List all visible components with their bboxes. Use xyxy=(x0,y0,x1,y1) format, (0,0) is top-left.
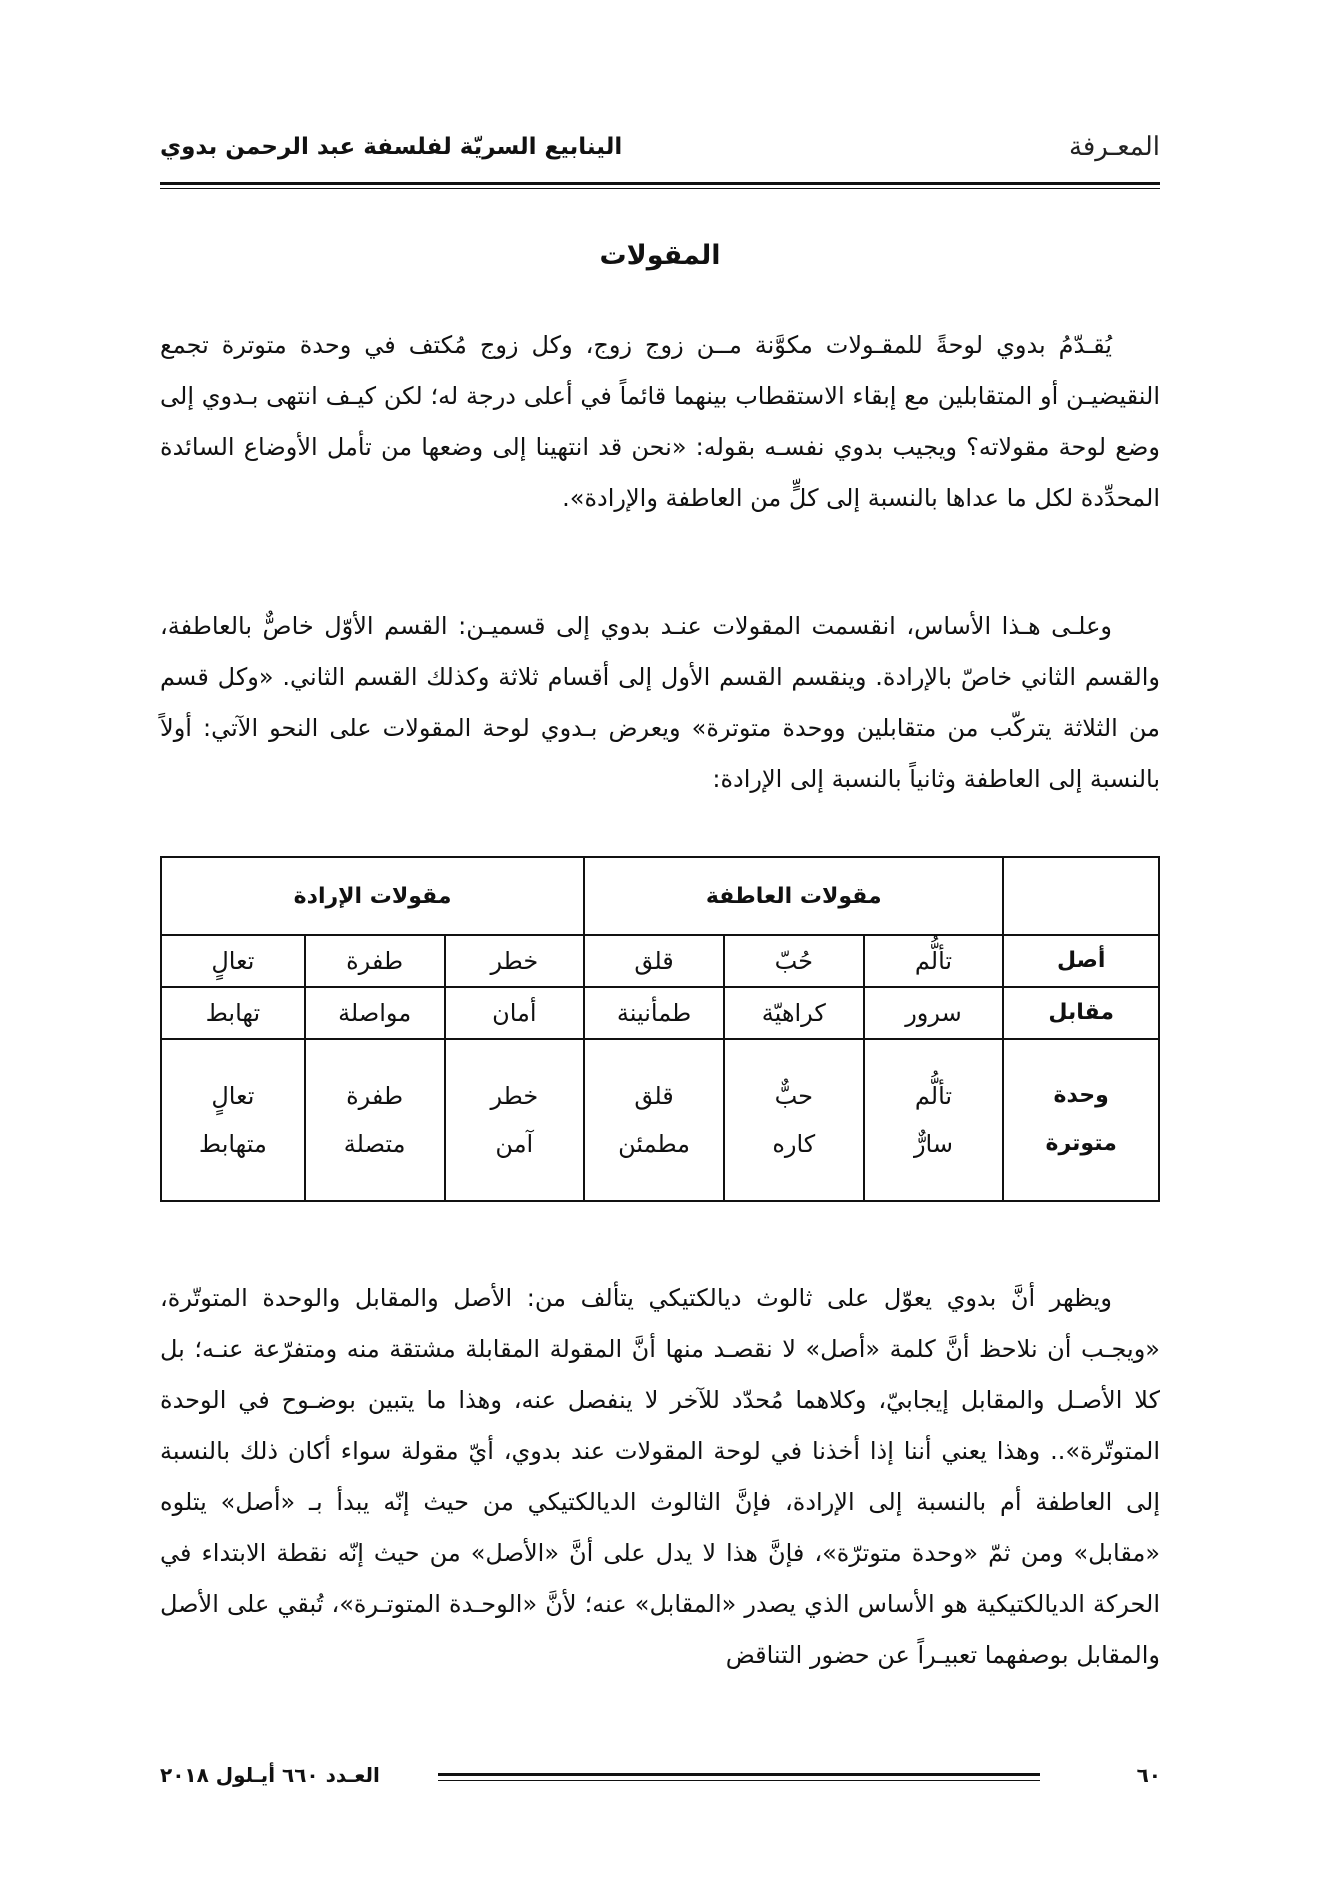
paragraph-intro: يُقـدّمُ بدوي لوحةً للمقـولات مكوَّنة مــن زوج زوج، وكل زوج مُكتف في وحدة متوترة تجمع النقيضيـن أو المتقابلين مع إبقاء الاستقطاب بينهما قائماً في أعلى درجة له؛ لكن كيـف انتهى بـدوي إلى وضع لوحة مقولاته؟ ويجيب بدوي نفسـه بقوله: «نحن قد انتهينا إلى وضعها من تأمل الأوضاع السائدة المحدِّدة لكل ما عداها بالنسبة إلى كلٍّ من العاطفة والإرادة». xyxy=(160,331,1160,512)
table-cell: كراهيّة xyxy=(724,987,864,1039)
cell-line: متصلة xyxy=(343,1129,406,1158)
table-cell: تهابط xyxy=(161,987,305,1039)
emotion-categories-header: مقولات العاطفة xyxy=(584,857,1003,935)
table-cell: طفرة xyxy=(305,935,445,987)
table-cell: مواصلة xyxy=(305,987,445,1039)
table-cell xyxy=(584,1039,724,1201)
header-divider xyxy=(160,182,1160,185)
row-label-asl: أصل xyxy=(1003,935,1159,987)
cell-line: متهابط xyxy=(198,1129,267,1158)
table-cell: قلق xyxy=(584,935,724,987)
table-cell: سرور xyxy=(864,987,1004,1039)
table-row-asl xyxy=(161,935,1159,987)
table-cell: تألُّم xyxy=(864,935,1004,987)
table-cell xyxy=(161,1039,305,1201)
row-label-line: وحدة xyxy=(1053,1082,1109,1108)
row-label-wahda xyxy=(1003,1039,1159,1201)
table-row-muqabil xyxy=(161,987,1159,1039)
table-row-wahda xyxy=(161,1039,1159,1201)
table-cell: تعالٍ xyxy=(161,935,305,987)
paragraph-dialectic: ويظهر أنَّ بدوي يعوّل على ثالوث ديالكتيكي يتألف من: الأصل والمقابل والوحدة المتوتّرة، «ويجـب أن نلاحظ أنَّ كلمة «أصل» لا نقصـد منها أنَّ المقولة المقابلة مشتقة منه ومتفرّعة عنـه؛ بل كلا الأصـل والمقابل إيجابيّ، وكلاهما مُحدّد للآخر لا ينفصل عنه، وهذا ما يتبين بوضـوح في الوحدة المتوتّرة».. وهذا يعني أننا إذا أخذنا في لوحة المقولات عند بدوي، أيّ مقولة سواء أكان ذلك بالنسبة إلى العاطفة أم بالنسبة إلى الإرادة، فإنَّ الثالوث الديالكتيكي من حيث إنّه يبدأ بـ «أصل» يتلوه «مقابل» ومن ثمّ «وحدة متوترّة»، فإنَّ هذا لا يدل على أنَّ «الأصل» من حيث إنّه نقطة الابتداء في الحركة الديالكتيكية هو الأساس الذي يصدر «المقابل» عنه؛ لأنَّ «الوحـدة المتوتـرة»، تُبقي على الأصل والمقابل بوصفهما تعبيـراً عن حضور التناقض xyxy=(160,1284,1160,1669)
page-number: ٦٠ xyxy=(1136,1763,1161,1787)
cell-line: آمن xyxy=(495,1129,534,1158)
cell-line: سارٌّ xyxy=(913,1129,953,1158)
cell-line: كاره xyxy=(772,1129,816,1158)
header-divider-thin xyxy=(160,188,1160,189)
table-cell: طمأنينة xyxy=(584,987,724,1039)
footer-divider xyxy=(438,1773,1040,1776)
row-label-muqabil: مقابل xyxy=(1003,987,1159,1039)
table-header-row xyxy=(161,857,1159,935)
row-label-line: متوترة xyxy=(1045,1130,1117,1156)
table-cell: خطر xyxy=(445,935,585,987)
journal-logo: المعـرفة xyxy=(1068,132,1160,162)
cell-line: قلق xyxy=(634,1081,674,1110)
paragraph-division: وعلـى هـذا الأساس، انقسمت المقولات عنـد بدوي إلى قسميـن: القسم الأوّل خاصٌّ بالعاطفة، والقسم الثاني خاصّ بالإرادة. وينقسم القسم الأول إلى أقسام ثلاثة وكذلك القسم الثاني. «وكل قسم من الثلاثة يتركّب من متقابلين ووحدة متوترة» ويعرض بـدوي لوحة المقولات على النحو الآتي: أولاً بالنسبة إلى العاطفة وثانياً بالنسبة إلى الإرادة: xyxy=(160,612,1160,793)
running-title: الينابيع السريّة لفلسفة عبد الرحمن بدوي xyxy=(160,134,623,160)
categories-table xyxy=(160,856,1160,1202)
section-title: المقولات xyxy=(599,240,721,271)
cell-line: تألُّم xyxy=(914,1081,953,1110)
table-cell xyxy=(445,1039,585,1201)
cell-line: مطمئن xyxy=(618,1129,690,1158)
table-cell xyxy=(305,1039,445,1201)
will-categories-header: مقولات الإرادة xyxy=(161,857,584,935)
cell-line: خطر xyxy=(490,1081,539,1110)
footer-divider-thin xyxy=(438,1780,1040,1781)
cell-line: تعالٍ xyxy=(211,1081,255,1110)
table-corner-cell xyxy=(1003,857,1159,935)
table-cell: حُبّ xyxy=(724,935,864,987)
table-cell xyxy=(864,1039,1004,1201)
cell-line: طفرة xyxy=(346,1081,404,1110)
table-cell: أمان xyxy=(445,987,585,1039)
table-cell xyxy=(724,1039,864,1201)
issue-info: العـدد ٦٦٠ أيـلول ٢٠١٨ xyxy=(160,1763,380,1787)
cell-line: حبٌّ xyxy=(774,1081,813,1110)
page-header xyxy=(160,128,1160,172)
